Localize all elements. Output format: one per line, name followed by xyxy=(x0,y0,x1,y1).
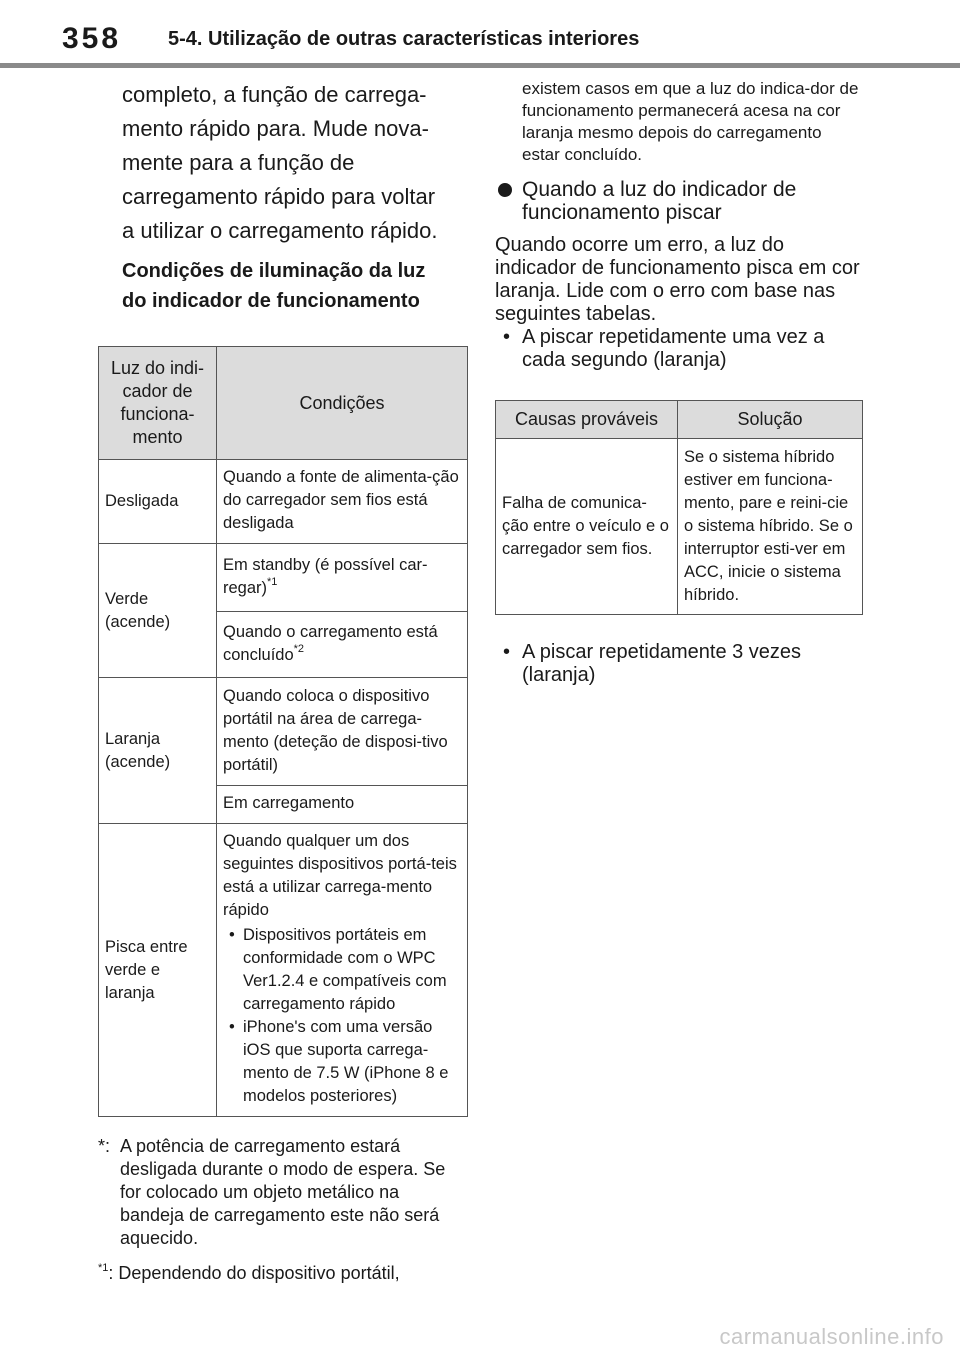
subheading-line: do indicador de funcionamento xyxy=(122,290,420,312)
footnote-text: : Dependendo do dispositivo portátil, xyxy=(108,1263,400,1283)
footnote-star xyxy=(98,1135,468,1250)
condition-cell: Em carregamento xyxy=(217,786,468,824)
footnote-ref: *2 xyxy=(293,642,305,655)
intro-line: completo, a função de carrega- xyxy=(122,82,427,107)
watermark: carmanualsonline.info xyxy=(719,1324,944,1349)
table-row xyxy=(99,460,468,544)
footnote-ref: *1 xyxy=(267,575,278,588)
condition-cell: Quando coloca o dispositivo portátil na área de carrega-mento (deteção de disposi-tivo portátil) xyxy=(217,678,468,786)
intro-line: mente para a função de xyxy=(122,150,355,175)
left-column xyxy=(98,78,468,1285)
page-header xyxy=(0,0,960,70)
subheading xyxy=(122,256,468,316)
table-row xyxy=(99,544,468,612)
continuation-text: existem casos em que a luz do indica-dor de funcionamento permanecerá acesa na cor laranja mesmo depois do carregamento estar concluído. xyxy=(522,79,859,164)
table-header-row xyxy=(496,401,863,439)
intro-line: mento rápido para. Mude nova- xyxy=(122,116,429,141)
condition-text: Quando o carregamento está concluído xyxy=(223,622,438,664)
list-item: • Dispositivos portáteis em conformidade com o WPC Ver1.2.4 e compatíveis com carregamento rápido xyxy=(223,924,461,1016)
intro-paragraph xyxy=(122,78,468,248)
condition-cell xyxy=(217,824,468,1117)
indicator-color-cell: Verde (acende) xyxy=(99,544,217,678)
list-item: • A piscar repetidamente uma vez a cada segundo (laranja) xyxy=(495,326,863,372)
bullet-dot-icon xyxy=(498,183,512,197)
condition-cell xyxy=(217,612,468,678)
column-header-causes: Causas prováveis xyxy=(496,401,678,439)
body-paragraph: Quando ocorre um erro, a luz do indicador de funcionamento pisca em cor laranja. Lide com o erro com base nas seguintes tabelas. xyxy=(495,234,860,325)
device-list xyxy=(223,924,461,1108)
intro-line: a utilizar o carregamento rápido. xyxy=(122,218,438,243)
intro-line: carregamento rápido para voltar xyxy=(122,184,436,209)
section-title: 5-4. Utilização de outras características interiores xyxy=(168,28,640,50)
condition-cell xyxy=(217,544,468,612)
subheading-line: Condições de iluminação da luz xyxy=(122,260,426,282)
list-item: • iPhone's com uma versão iOS que suporta carrega-mento de 7.5 W (iPhone 8 e modelos posteriores) xyxy=(223,1016,461,1108)
condition-text: Quando qualquer um dos seguintes dispositivos portá-teis está a utilizar carrega-mento rápido xyxy=(223,832,457,919)
table-row xyxy=(99,824,468,1117)
subsection-heading-text: Quando a luz do indicador de funcionamento piscar xyxy=(522,178,797,224)
column-header-indicator: Luz do indi-cador de funciona-mento xyxy=(99,347,217,460)
condition-text: Em standby (é possível car-regar) xyxy=(223,555,428,597)
table-row xyxy=(496,439,863,615)
indicator-color-cell: Laranja (acende) xyxy=(99,678,217,824)
error-table xyxy=(495,400,863,615)
subsection-heading xyxy=(495,178,863,224)
header-rule xyxy=(0,63,960,68)
footnote-mark: *: xyxy=(98,1136,111,1156)
table-row xyxy=(99,678,468,786)
footnote-text: A potência de carregamento estará desligada durante o modo de espera. Se for colocado um objeto metálico na bandeja de carregamento este não será aquecido. xyxy=(120,1136,446,1248)
list-item: • A piscar repetidamente 3 vezes (laranja) xyxy=(495,641,863,687)
indicator-color-cell: Desligada xyxy=(99,460,217,544)
table-header-row xyxy=(99,347,468,460)
page-number: 358 xyxy=(62,22,122,55)
column-header-conditions: Condições xyxy=(217,347,468,460)
footnote-mark: *1 xyxy=(98,1262,109,1274)
cause-cell: Falha de comunica-ção entre o veículo e o carregador sem fios. xyxy=(496,439,678,615)
indicator-color-cell: Pisca entre verde e laranja xyxy=(99,824,217,1117)
indicator-conditions-table xyxy=(98,346,468,1117)
right-column xyxy=(495,78,863,687)
column-header-solution: Solução xyxy=(678,401,863,439)
solution-cell: Se o sistema híbrido estiver em funciona-mento, pare e reini-cie o sistema híbrido. Se o interruptor esti-ver em ACC, inicie o sistema híbrido. xyxy=(678,439,863,615)
footnote-1 xyxy=(98,1262,468,1285)
condition-cell: Quando a fonte de alimenta-ção do carregador sem fios está desligada xyxy=(217,460,468,544)
